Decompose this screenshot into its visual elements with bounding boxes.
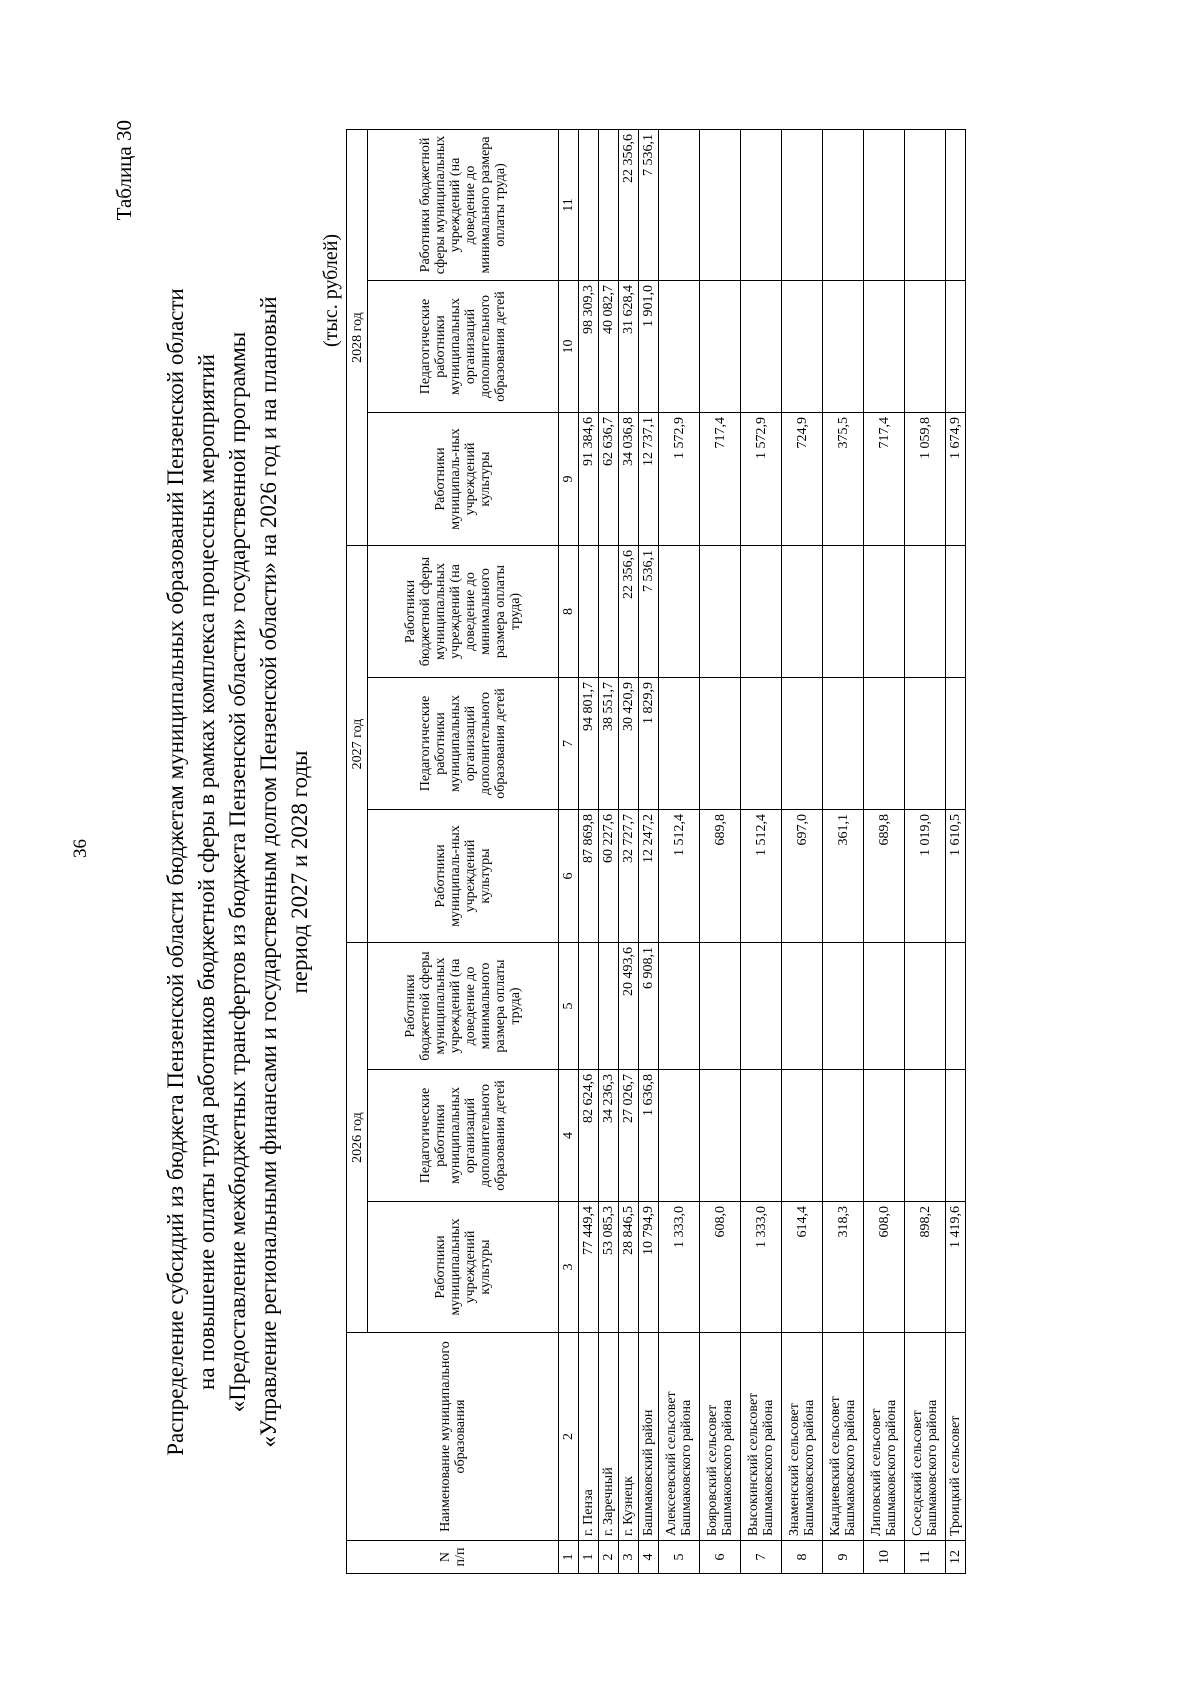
column-index: 11 — [559, 130, 579, 281]
table-row — [619, 130, 639, 1574]
value-cell — [823, 546, 864, 678]
municipality-name: Троицкий сельсовет — [946, 1333, 966, 1541]
table-row — [599, 130, 619, 1574]
value-cell: 7 536,1 — [639, 130, 659, 281]
value-cell — [579, 943, 599, 1070]
value-cell: 22 356,6 — [619, 546, 639, 678]
header-year-2028: 2028 год — [347, 130, 368, 546]
subsidy-table — [346, 129, 966, 1574]
municipality-name: Алексеевский сельсовет Башмаковского района — [659, 1333, 700, 1541]
value-cell — [700, 130, 741, 281]
value-cell: 7 536,1 — [639, 546, 659, 678]
column-index: 2 — [559, 1333, 579, 1541]
header-pedagogues: Педагогические работники муниципальных организаций дополнительного образования детей — [368, 678, 559, 810]
value-cell — [659, 1070, 700, 1202]
value-cell: 608,0 — [864, 1202, 905, 1333]
value-cell: 689,8 — [864, 810, 905, 943]
municipality-name: г. Заречный — [599, 1333, 619, 1541]
value-cell — [782, 546, 823, 678]
value-cell — [823, 130, 864, 281]
value-cell — [905, 546, 946, 678]
table-row — [905, 130, 946, 1574]
municipality-name: Высокинский сельсовет Башмаковского района — [741, 1333, 782, 1541]
table-row — [579, 130, 599, 1574]
value-cell — [864, 130, 905, 281]
header-culture: Работники муниципальных учреждений культуры — [368, 1202, 559, 1333]
value-cell: 22 356,6 — [619, 130, 639, 281]
header-min-wage: Работники бюджетной сферы муниципальных учреждений (на доведение до минимального размера оплаты труда) — [368, 943, 559, 1070]
value-cell: 1 572,9 — [741, 413, 782, 546]
municipality-name: г. Пенза — [579, 1333, 599, 1541]
value-cell — [700, 1070, 741, 1202]
table-row — [741, 130, 782, 1574]
value-cell: 1 059,8 — [905, 413, 946, 546]
municipality-name: Бояровский сельсовет Башмаковского района — [700, 1333, 741, 1541]
title-line: период 2027 и 2028 годы — [287, 750, 312, 994]
title-line: «Управление региональными финансами и государственным долгом Пензенской области» на 2026 год и на плановый — [256, 296, 281, 1448]
value-cell: 1 610,5 — [946, 810, 966, 943]
municipality-name: Кандиевский сельсовет Башмаковского района — [823, 1333, 864, 1541]
value-cell: 38 551,7 — [599, 678, 619, 810]
header-pedagogues: Педагогические работники муниципальных организаций дополнительного образования детей — [368, 1070, 559, 1202]
value-cell — [700, 678, 741, 810]
value-cell: 1 636,8 — [639, 1070, 659, 1202]
value-cell — [823, 678, 864, 810]
value-cell — [905, 130, 946, 281]
value-cell — [864, 1070, 905, 1202]
value-cell — [864, 546, 905, 678]
table-label: Таблица 30 — [112, 120, 136, 221]
value-cell — [864, 281, 905, 413]
value-cell — [741, 130, 782, 281]
value-cell: 30 420,9 — [619, 678, 639, 810]
value-cell — [741, 1070, 782, 1202]
value-cell — [905, 943, 946, 1070]
value-cell: 697,0 — [782, 810, 823, 943]
value-cell — [782, 130, 823, 281]
header-year-2026: 2026 год — [347, 943, 368, 1333]
header-np: N п/п — [347, 1541, 559, 1574]
value-cell — [823, 1070, 864, 1202]
value-cell — [823, 281, 864, 413]
value-cell: 608,0 — [700, 1202, 741, 1333]
value-cell: 898,2 — [905, 1202, 946, 1333]
page-number: 36 — [70, 839, 91, 858]
value-cell — [823, 943, 864, 1070]
row-number: 5 — [659, 1541, 700, 1574]
value-cell: 94 801,7 — [579, 678, 599, 810]
municipality-name: г. Кузнецк — [619, 1333, 639, 1541]
municipality-name: Башмаковский район — [639, 1333, 659, 1541]
value-cell — [659, 130, 700, 281]
value-cell: 82 624,6 — [579, 1070, 599, 1202]
value-cell — [599, 546, 619, 678]
value-cell: 1 512,4 — [741, 810, 782, 943]
row-number: 8 — [782, 1541, 823, 1574]
value-cell: 10 794,9 — [639, 1202, 659, 1333]
title-line: «Предоставление межбюджетных трансфертов из бюджета Пензенской области» государственной программы — [225, 331, 250, 1413]
value-cell — [741, 943, 782, 1070]
value-cell — [946, 943, 966, 1070]
value-cell: 375,5 — [823, 413, 864, 546]
table-row — [782, 130, 823, 1574]
row-number: 2 — [599, 1541, 619, 1574]
value-cell: 1 333,0 — [741, 1202, 782, 1333]
value-cell: 28 846,5 — [619, 1202, 639, 1333]
table-row — [700, 130, 741, 1574]
header-min-wage: Работники бюджетной сферы муниципальных учреждений (на доведение до минимального размера оплаты труда) — [368, 130, 559, 281]
value-cell: 20 493,6 — [619, 943, 639, 1070]
value-cell: 27 026,7 — [619, 1070, 639, 1202]
value-cell: 53 085,3 — [599, 1202, 619, 1333]
value-cell: 1 829,9 — [639, 678, 659, 810]
value-cell — [946, 546, 966, 678]
header-culture: Работники муниципаль-ных учреждений культуры — [368, 413, 559, 546]
header-culture: Работники муниципаль-ных учреждений культуры — [368, 810, 559, 943]
value-cell: 318,3 — [823, 1202, 864, 1333]
column-index: 10 — [559, 281, 579, 413]
column-index-row — [559, 130, 579, 1574]
row-number: 1 — [579, 1541, 599, 1574]
value-cell: 1 572,9 — [659, 413, 700, 546]
table-row — [823, 130, 864, 1574]
column-index: 3 — [559, 1202, 579, 1333]
table-row — [659, 130, 700, 1574]
value-cell — [905, 678, 946, 810]
row-number: 10 — [864, 1541, 905, 1574]
value-cell: 32 727,7 — [619, 810, 639, 943]
value-cell: 31 628,4 — [619, 281, 639, 413]
value-cell: 77 449,4 — [579, 1202, 599, 1333]
table-row — [946, 130, 966, 1574]
municipality-name: Знаменский сельсовет Башмаковского района — [782, 1333, 823, 1541]
value-cell — [864, 678, 905, 810]
header-min-wage: Работники бюджетной сферы муниципальных учреждений (на доведение до минимального размера оплаты труда) — [368, 546, 559, 678]
row-number: 7 — [741, 1541, 782, 1574]
value-cell — [579, 546, 599, 678]
column-index: 1 — [559, 1541, 579, 1574]
value-cell: 91 384,6 — [579, 413, 599, 546]
units-note: (тыс. рублей) — [320, 233, 342, 347]
row-number: 9 — [823, 1541, 864, 1574]
value-cell — [741, 678, 782, 810]
table-row — [864, 130, 905, 1574]
value-cell: 689,8 — [700, 810, 741, 943]
value-cell — [579, 130, 599, 281]
header-pedagogues: Педагогические работники муниципальных организаций дополнительного образования детей — [368, 281, 559, 413]
row-number: 6 — [700, 1541, 741, 1574]
value-cell — [700, 546, 741, 678]
value-cell — [782, 1070, 823, 1202]
value-cell — [599, 943, 619, 1070]
value-cell — [946, 281, 966, 413]
title-line: на повышение оплаты труда работников бюджетной сферы в рамках комплекса процессных мероприятий — [194, 354, 219, 1390]
value-cell: 12 737,1 — [639, 413, 659, 546]
column-index: 5 — [559, 943, 579, 1070]
value-cell — [700, 281, 741, 413]
value-cell — [782, 678, 823, 810]
column-index: 6 — [559, 810, 579, 943]
value-cell: 1 901,0 — [639, 281, 659, 413]
column-index: 7 — [559, 678, 579, 810]
value-cell: 34 236,3 — [599, 1070, 619, 1202]
value-cell — [946, 130, 966, 281]
value-cell: 1 419,6 — [946, 1202, 966, 1333]
value-cell — [905, 281, 946, 413]
value-cell — [700, 943, 741, 1070]
value-cell: 1 019,0 — [905, 810, 946, 943]
value-cell: 614,4 — [782, 1202, 823, 1333]
value-cell — [659, 546, 700, 678]
value-cell: 34 036,8 — [619, 413, 639, 546]
row-number: 12 — [946, 1541, 966, 1574]
municipality-name: Липовский сельсовет Башмаковского района — [864, 1333, 905, 1541]
value-cell: 1 333,0 — [659, 1202, 700, 1333]
value-cell: 1 512,4 — [659, 810, 700, 943]
row-number: 11 — [905, 1541, 946, 1574]
row-number: 3 — [619, 1541, 639, 1574]
value-cell — [659, 678, 700, 810]
value-cell: 87 869,8 — [579, 810, 599, 943]
title-line: Распределение субсидий из бюджета Пензенской области бюджетам муниципальных образований Пензенской области — [163, 288, 188, 1456]
value-cell — [741, 281, 782, 413]
column-index: 8 — [559, 546, 579, 678]
value-cell: 6 908,1 — [639, 943, 659, 1070]
value-cell: 1 674,9 — [946, 413, 966, 546]
value-cell: 361,1 — [823, 810, 864, 943]
document-title — [160, 207, 315, 1537]
value-cell: 40 082,7 — [599, 281, 619, 413]
value-cell: 717,4 — [700, 413, 741, 546]
value-cell — [946, 678, 966, 810]
value-cell — [905, 1070, 946, 1202]
header-name: Наименование муниципального образования — [347, 1333, 559, 1541]
value-cell — [864, 943, 905, 1070]
value-cell — [741, 546, 782, 678]
value-cell: 60 227,6 — [599, 810, 619, 943]
value-cell — [599, 130, 619, 281]
municipality-name: Соседский сельсовет Башмаковского района — [905, 1333, 946, 1541]
value-cell — [659, 943, 700, 1070]
value-cell: 717,4 — [864, 413, 905, 546]
value-cell — [782, 943, 823, 1070]
value-cell: 12 247,2 — [639, 810, 659, 943]
value-cell — [659, 281, 700, 413]
value-cell: 724,9 — [782, 413, 823, 546]
value-cell — [946, 1070, 966, 1202]
header-year-2027: 2027 год — [347, 546, 368, 943]
row-number: 4 — [639, 1541, 659, 1574]
value-cell: 62 636,7 — [599, 413, 619, 546]
value-cell — [782, 281, 823, 413]
table-row — [639, 130, 659, 1574]
column-index: 4 — [559, 1070, 579, 1202]
value-cell: 98 309,3 — [579, 281, 599, 413]
column-index: 9 — [559, 413, 579, 546]
